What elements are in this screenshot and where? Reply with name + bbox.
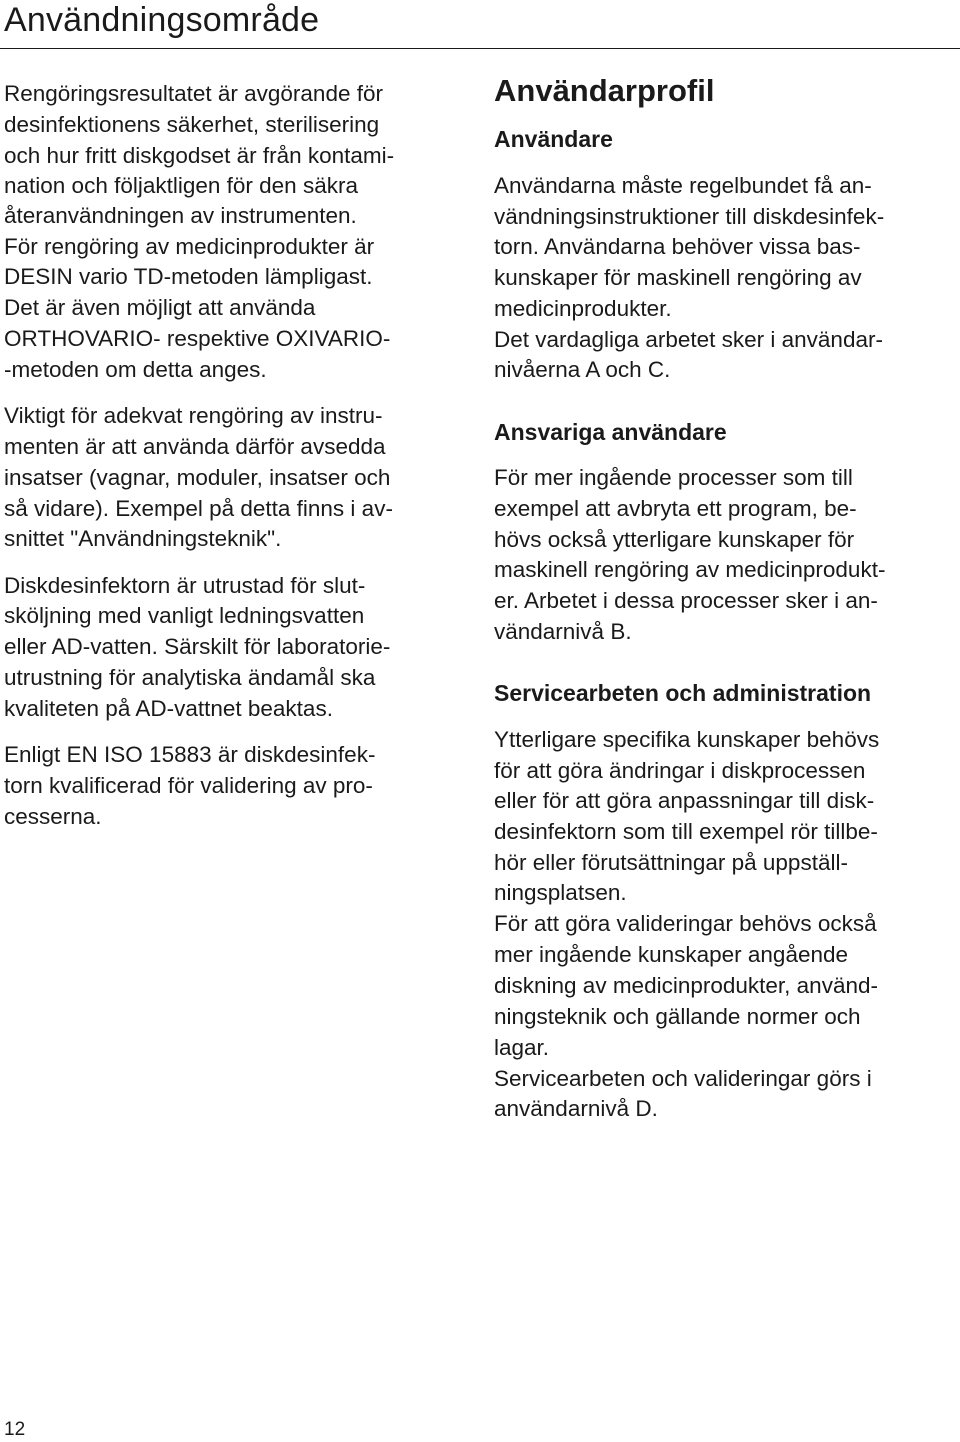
body-text-line: cesserna.: [4, 804, 102, 829]
section-title: Användarprofil: [494, 73, 715, 108]
body-text-line: För rengöring av medicinprodukter är: [4, 234, 375, 259]
body-text-line: sköljning med vanligt ledningsvatten: [4, 603, 365, 628]
body-text-line: nivåerna A och C.: [494, 357, 671, 382]
body-text-line: för att göra ändringar i diskprocessen: [494, 758, 866, 783]
subheading-servicearbeten: Servicearbeten och administration: [494, 680, 872, 706]
body-text-line: ningsplatsen.: [494, 880, 627, 905]
page-title: Användningsområde: [4, 1, 320, 39]
body-text-line: Rengöringsresultatet är avgörande för: [4, 81, 383, 106]
body-text-line: kvaliteten på AD-vattnet beaktas.: [4, 696, 333, 721]
body-text-line: och hur fritt diskgodset är från kontami-: [4, 143, 395, 168]
body-text-line: hövs också ytterligare kunskaper för: [494, 527, 855, 552]
subheading-anvandare: Användare: [494, 126, 613, 152]
body-text-line: Det är även möjligt att använda: [4, 295, 316, 320]
body-text-line: Användarna måste regelbundet få an-: [494, 173, 872, 198]
subheading-ansvariga-anvandare: Ansvariga användare: [494, 419, 727, 445]
body-text-line: diskning av medicinprodukter, använd-: [494, 973, 878, 998]
body-text-line: Diskdesinfektorn är utrustad för slut-: [4, 573, 366, 598]
body-text-line: utrustning för analytiska ändamål ska: [4, 665, 376, 690]
body-text-line: hör eller förutsättningar på uppställ-: [494, 850, 848, 875]
body-text-line: snittet "Användningsteknik".: [4, 526, 282, 551]
body-text-line: återanvändningen av instrumenten.: [4, 203, 357, 228]
body-text-line: För mer ingående processer som till: [494, 465, 853, 490]
body-text-line: desinfektorn som till exempel rör tillbe-: [494, 819, 878, 844]
body-text-line: Det vardagliga arbetet sker i användar-: [494, 327, 883, 352]
body-text-line: maskinell rengöring av medicinprodukt-: [494, 557, 886, 582]
body-text-line: eller AD-vatten. Särskilt för laboratorie-: [4, 634, 391, 659]
body-text-line: kunskaper för maskinell rengöring av: [494, 265, 862, 290]
body-text-line: medicinprodukter.: [494, 296, 672, 321]
body-text-line: vändarnivå B.: [494, 619, 632, 644]
body-text-line: Servicearbeten och valideringar görs i: [494, 1066, 872, 1091]
body-text-line: vändningsinstruktioner till diskdesinfek-: [494, 204, 885, 229]
body-text-line: -metoden om detta anges.: [4, 357, 267, 382]
body-text-line: er. Arbetet i dessa processer sker i an-: [494, 588, 878, 613]
body-text-line: användarnivå D.: [494, 1096, 658, 1121]
page-number: 12: [4, 1419, 26, 1440]
body-text-line: eller för att göra anpassningar till disk-: [494, 788, 875, 813]
body-text-line: torn. Användarna behöver vissa bas-: [494, 234, 861, 259]
body-text-line: menten är att använda därför avsedda: [4, 434, 386, 459]
body-text-line: torn kvalificerad för validering av pro-: [4, 773, 373, 798]
body-text-line: insatser (vagnar, moduler, insatser och: [4, 465, 391, 490]
body-text-line: desinfektionens säkerhet, sterilisering: [4, 112, 380, 137]
body-text-line: För att göra valideringar behövs också: [494, 911, 877, 936]
body-text-line: lagar.: [494, 1035, 550, 1060]
body-text-line: ORTHOVARIO- respektive OXIVARIO-: [4, 326, 391, 351]
body-text-line: ningsteknik och gällande normer och: [494, 1004, 861, 1029]
body-text-line: så vidare). Exempel på detta finns i av-: [4, 496, 393, 521]
body-text-line: nation och följaktligen för den säkra: [4, 173, 358, 198]
body-text-line: mer ingående kunskaper angående: [494, 942, 849, 967]
page-header: [0, 0, 960, 49]
body-text-line: DESIN vario TD-metoden lämpligast.: [4, 264, 373, 289]
body-text-line: Viktigt för adekvat rengöring av instru-: [4, 403, 383, 428]
body-text-line: exempel att avbryta ett program, be-: [494, 496, 857, 521]
body-text-line: Ytterligare specifika kunskaper behövs: [494, 727, 880, 752]
body-text-line: Enligt EN ISO 15883 är diskdesinfek-: [4, 742, 376, 767]
